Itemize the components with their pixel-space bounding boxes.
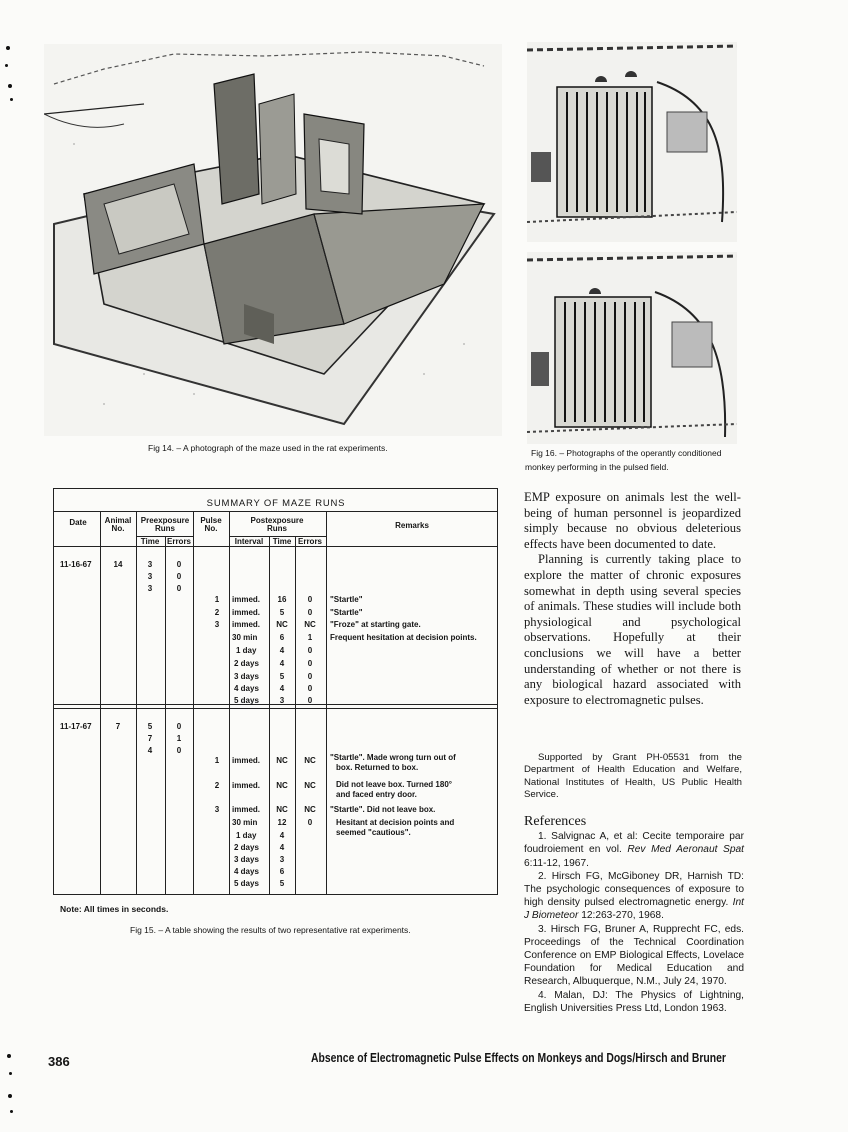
group1-errors-6: 0 <box>307 659 313 668</box>
group1-pulse-1: 1 <box>214 595 220 604</box>
group2-pulse-1: 1 <box>214 756 220 765</box>
group2-remark-2a: Did not leave box. Turned 180° <box>336 780 452 789</box>
group2-errors-3: NC <box>304 805 316 814</box>
group2-pre-time-2: 7 <box>147 734 153 743</box>
running-title: Absence of Electromagnetic Pulse Effects on Monkeys and Dogs/Hirsch and Bruner <box>311 1050 726 1065</box>
figure-14-caption: Fig 14. – A photograph of the maze used in the rat experiments. <box>148 443 388 453</box>
group1-interval-1: immed. <box>232 595 261 604</box>
group2-time-7: 3 <box>279 855 285 864</box>
group2-pulse-3: 3 <box>214 805 220 814</box>
group1-interval-4: 30 min <box>232 633 258 642</box>
group1-interval-3: immed. <box>232 620 261 629</box>
group1-time-1: 16 <box>277 595 287 604</box>
group2-remark-4b: seemed "cautious". <box>336 828 411 837</box>
group2-time-6: 4 <box>279 843 285 852</box>
group1-time-6: 4 <box>279 659 285 668</box>
header-post-time: Time <box>272 537 292 546</box>
group1-errors-1: 0 <box>307 595 313 604</box>
references <box>524 815 744 1015</box>
header-animal-no: No. <box>111 524 125 533</box>
group1-errors-4: 1 <box>307 633 313 642</box>
group2-remark-2b: and faced entry door. <box>336 790 417 799</box>
group2-remark-3: "Startle". Did not leave box. <box>330 805 436 814</box>
reference-3: 3. Hirsch FG, Bruner A, Rupprecht FC, eds. Proceedings of the Technical Coordination Conference on EMP Biological Effects, Lovelace Foundation for Medical Education and Research, Albuquerque, N.M., July 24, 1970. <box>524 923 744 988</box>
group1-pre-time-2: 3 <box>147 572 153 581</box>
monkey-photo-top <box>527 42 737 242</box>
page-number: 386 <box>48 1054 70 1069</box>
group1-interval-5: 1 day <box>236 646 257 655</box>
group1-interval-9: 5 days <box>234 696 259 705</box>
header-postexposure-runs: Runs <box>267 524 287 533</box>
group2-remark-4a: Hesitant at decision points and <box>336 818 455 827</box>
group1-errors-7: 0 <box>307 672 313 681</box>
group1-errors-8: 0 <box>307 684 313 693</box>
group1-time-8: 4 <box>279 684 285 693</box>
funding-note: Supported by Grant PH-05531 from the Department of Health Education and Welfare, National Institutes of Health, US Public Health Service. <box>524 752 742 801</box>
group2-errors-2: NC <box>304 781 316 790</box>
group1-pre-errors-2: 0 <box>176 572 182 581</box>
group2-pre-errors-3: 0 <box>176 746 182 755</box>
body-paragraph-2: Planning is currently taking place to explore the matter of chronic exposures somewhat in depth using several species of animals. These studies will include both physiological and psychological observations. Hopefully at their conclusions we will have a better understanding of whether or not there is any biological hazard associated with exposure to electromagnetic pulses. <box>524 552 741 707</box>
group2-interval-3: immed. <box>232 805 261 814</box>
table-title: SUMMARY OF MAZE RUNS <box>206 498 346 509</box>
group2-pre-time-3: 4 <box>147 746 153 755</box>
group1-pulse-2: 2 <box>214 608 220 617</box>
group1-remark-4: Frequent hesitation at decision points. <box>330 633 477 642</box>
group1-interval-6: 2 days <box>234 659 259 668</box>
group1-time-4: 6 <box>279 633 285 642</box>
references-heading: References <box>524 814 587 829</box>
table-note: Note: All times in seconds. <box>60 904 169 914</box>
group2-interval-4: 30 min <box>232 818 258 827</box>
group2-pre-errors-1: 0 <box>176 722 182 731</box>
group1-remark-3: "Froze" at starting gate. <box>330 620 421 629</box>
header-date: Date <box>69 518 87 527</box>
group1-date: 11-16-67 <box>60 560 92 569</box>
group2-interval-5: 1 day <box>236 831 257 840</box>
group1-remark-2: "Startle" <box>330 608 363 617</box>
group1-time-7: 5 <box>279 672 285 681</box>
group2-time-8: 6 <box>279 867 285 876</box>
reference-2: 2. Hirsch FG, McGiboney DR, Harnish TD: The psychologic consequences of exposure to high density pulsed electromagnetic energy. Int J Biometeor 12:263-270, 1968. <box>524 870 744 922</box>
reference-4: 4. Malan, DJ: The Physics of Lightning, English Universities Press Ltd, London 1963. <box>524 989 744 1014</box>
monkey-photo-bottom <box>527 252 737 444</box>
group1-time-9: 3 <box>279 696 285 705</box>
group2-pre-errors-2: 1 <box>176 734 182 743</box>
group1-pre-errors-3: 0 <box>176 584 182 593</box>
header-pre-errors: Errors <box>166 537 192 546</box>
group1-pre-errors-1: 0 <box>176 560 182 569</box>
group2-remark-1a: "Startle". Made wrong turn out of <box>330 753 456 762</box>
group2-time-1: NC <box>276 756 288 765</box>
header-post-interval: Interval <box>234 537 264 546</box>
group1-time-3: NC <box>276 620 288 629</box>
group2-interval-7: 3 days <box>234 855 259 864</box>
group2-time-3: NC <box>276 805 288 814</box>
group1-errors-5: 0 <box>307 646 313 655</box>
header-pulse: Pulse <box>200 516 222 525</box>
group1-errors-3: NC <box>304 620 316 629</box>
header-postexposure: Postexposure <box>250 516 304 525</box>
group2-interval-2: immed. <box>232 781 261 790</box>
header-preexposure-runs: Runs <box>155 524 175 533</box>
group2-errors-4: 0 <box>307 818 313 827</box>
group1-time-2: 5 <box>279 608 285 617</box>
figure-15-caption: Fig 15. – A table showing the results of two representative rat experiments. <box>130 925 411 935</box>
group2-interval-9: 5 days <box>234 879 259 888</box>
group2-time-2: NC <box>276 781 288 790</box>
group1-errors-9: 0 <box>307 696 313 705</box>
group2-interval-8: 4 days <box>234 867 259 876</box>
group2-remark-1b: box. Returned to box. <box>336 763 419 772</box>
body-paragraph-1: EMP exposure on animals lest the well-being of human personnel is jeopardized simply because no obvious deleterious effects have been documented to date. <box>524 490 741 551</box>
maze-runs-table <box>53 488 498 895</box>
group2-animal: 7 <box>115 722 121 731</box>
body-text <box>524 490 741 708</box>
header-post-errors: Errors <box>297 537 323 546</box>
header-pre-time: Time <box>140 537 160 546</box>
group2-time-5: 4 <box>279 831 285 840</box>
header-animal: Animal <box>104 516 132 525</box>
group2-date: 11-17-67 <box>60 722 92 731</box>
group2-errors-1: NC <box>304 756 316 765</box>
group2-time-9: 5 <box>279 879 285 888</box>
group1-interval-8: 4 days <box>234 684 259 693</box>
figure-16-caption-line-2: monkey performing in the pulsed field. <box>525 462 669 472</box>
group1-interval-7: 3 days <box>234 672 259 681</box>
group2-pulse-2: 2 <box>214 781 220 790</box>
group1-interval-2: immed. <box>232 608 261 617</box>
figure-16-caption-line-1: Fig 16. – Photographs of the operantly conditioned <box>531 448 722 458</box>
group1-time-5: 4 <box>279 646 285 655</box>
reference-1: 1. Salvignac A, et al: Cecite temporaire par foudroiement en vol. Rev Med Aeronaut Spat 6:11-12, 1967. <box>524 831 744 869</box>
group1-errors-2: 0 <box>307 608 313 617</box>
group1-remark-1: "Startle" <box>330 595 363 604</box>
group1-animal: 14 <box>113 560 123 569</box>
maze-photo <box>44 44 502 436</box>
header-pulse-no: No. <box>204 524 218 533</box>
group1-pre-time-3: 3 <box>147 584 153 593</box>
group2-pre-time-1: 5 <box>147 722 153 731</box>
group2-interval-6: 2 days <box>234 843 259 852</box>
header-remarks: Remarks <box>395 521 429 530</box>
group1-pre-time-1: 3 <box>147 560 153 569</box>
group2-time-4: 12 <box>277 818 287 827</box>
group1-pulse-3: 3 <box>214 620 220 629</box>
header-preexposure: Preexposure <box>140 516 190 525</box>
group2-interval-1: immed. <box>232 756 261 765</box>
